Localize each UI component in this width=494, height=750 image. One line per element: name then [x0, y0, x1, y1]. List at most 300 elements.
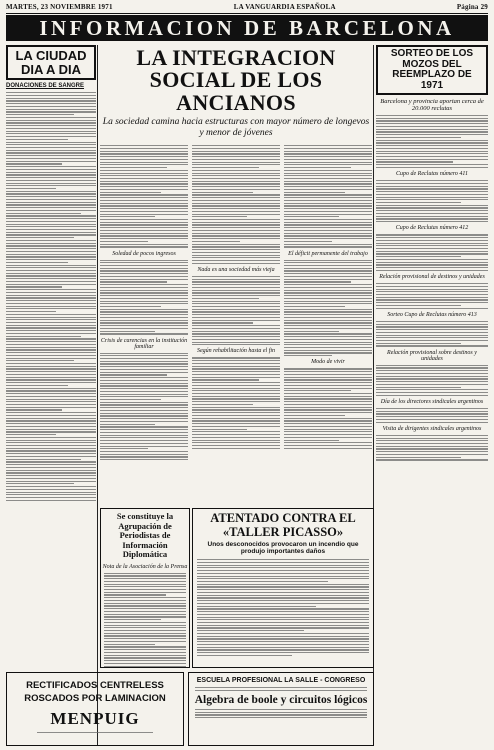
- text-line: [376, 283, 488, 284]
- text-line: [192, 219, 280, 220]
- text-line: [376, 267, 488, 268]
- text-line: [192, 401, 280, 402]
- text-line: [100, 203, 188, 204]
- text-line: [376, 259, 488, 260]
- text-line: [192, 440, 280, 441]
- text-line: [284, 178, 372, 179]
- text-line: [376, 256, 461, 257]
- text-line: [6, 377, 96, 378]
- subsection-heading: Según rehabilitación hasta el fin: [196, 348, 276, 355]
- text-line: [104, 616, 186, 617]
- text-line: [100, 270, 188, 271]
- text-line: [197, 592, 369, 593]
- text-line: [376, 218, 488, 219]
- text-line: [192, 344, 280, 345]
- text-line: [6, 489, 96, 490]
- text-line: [284, 347, 372, 348]
- text-line: [6, 161, 96, 162]
- body-text: [192, 276, 280, 346]
- text-line: [192, 235, 280, 236]
- text-line: [192, 306, 280, 307]
- article-headline: Se constituye la Agrupación de Periodistas de Información Diplomática: [116, 511, 174, 560]
- text-line: [376, 216, 488, 217]
- text-line: [284, 344, 372, 345]
- text-line: [197, 649, 369, 650]
- text-line: [6, 166, 96, 167]
- body-text: [101, 573, 189, 668]
- text-line: [376, 454, 488, 455]
- text-line: [284, 235, 372, 236]
- text-line: [284, 287, 372, 288]
- text-line: [6, 366, 96, 367]
- text-line: [284, 320, 372, 321]
- text-line: [192, 208, 280, 209]
- text-line: [376, 148, 488, 149]
- text-line: [376, 123, 488, 124]
- text-line: [192, 257, 280, 258]
- subsection-heading: Relación provisional sobre destinos y unidades: [387, 349, 477, 362]
- text-line: [284, 208, 372, 209]
- subsection-heading: Día de los directores sindicales argentinos: [380, 398, 484, 405]
- text-line: [197, 570, 369, 571]
- text-line: [192, 339, 280, 340]
- text-line: [376, 270, 488, 271]
- text-line: [376, 180, 488, 181]
- text-line: [6, 459, 81, 460]
- text-line: [100, 317, 188, 318]
- text-line: [6, 251, 96, 252]
- text-line: [6, 193, 96, 194]
- text-line: [100, 407, 188, 408]
- text-line: [104, 581, 186, 582]
- text-line: [284, 355, 332, 356]
- text-line: [284, 227, 372, 228]
- body-text: [376, 321, 488, 347]
- text-line: [284, 244, 372, 245]
- text-line: [192, 423, 280, 424]
- text-line: [192, 434, 280, 435]
- text-line: [104, 611, 186, 612]
- text-line: [100, 197, 188, 198]
- text-line: [192, 290, 280, 291]
- text-line: [6, 461, 96, 462]
- text-line: [192, 328, 280, 329]
- text-line: [6, 420, 96, 421]
- main-article: [100, 45, 372, 505]
- text-line: [192, 333, 280, 334]
- text-line: [6, 196, 96, 197]
- text-line: [6, 163, 62, 164]
- text-line: [100, 451, 188, 452]
- text-line: [100, 322, 188, 323]
- text-line: [376, 378, 488, 379]
- text-line: [6, 472, 96, 473]
- text-line: [376, 291, 488, 292]
- text-line: [284, 246, 372, 247]
- text-line: [6, 295, 96, 296]
- text-line: [192, 431, 280, 432]
- text-line: [6, 275, 96, 276]
- text-line: [100, 162, 188, 163]
- text-line: [284, 322, 372, 323]
- text-line: [197, 617, 369, 618]
- text-line: [284, 377, 372, 378]
- text-line: [104, 605, 186, 606]
- text-line: [284, 192, 345, 193]
- body-text: [192, 145, 280, 264]
- text-line: [192, 374, 280, 375]
- text-line: [284, 194, 372, 195]
- text-line: [192, 301, 280, 302]
- text-line: [100, 164, 188, 165]
- text-line: [197, 581, 328, 582]
- text-line: [192, 222, 280, 223]
- text-line: [192, 368, 280, 369]
- text-line: [104, 663, 186, 664]
- text-line: [192, 252, 280, 253]
- text-line: [6, 437, 96, 438]
- text-line: [6, 344, 96, 345]
- column-rule: [97, 45, 98, 745]
- text-line: [100, 175, 188, 176]
- text-line: [197, 589, 369, 590]
- text-line: [284, 336, 372, 337]
- text-line: [100, 418, 188, 419]
- text-line: [192, 173, 280, 174]
- text-line: [192, 420, 280, 421]
- text-line: [284, 440, 339, 441]
- text-line: [100, 385, 188, 386]
- text-line: [6, 497, 96, 498]
- body-text: [6, 92, 96, 501]
- text-line: [192, 205, 280, 206]
- text-line: [376, 210, 488, 211]
- text-line: [284, 385, 372, 386]
- text-line: [100, 241, 148, 242]
- text-line: [284, 371, 372, 372]
- text-line: [104, 622, 186, 623]
- text-line: [100, 181, 188, 182]
- text-line: [284, 325, 372, 326]
- body-text: [284, 368, 372, 448]
- text-line: [104, 575, 186, 576]
- text-line: [284, 311, 372, 312]
- text-line: [6, 349, 96, 350]
- subsection-heading: El déficit permanente del trabajo: [288, 250, 368, 257]
- text-line: [100, 309, 188, 310]
- text-line: [6, 262, 68, 263]
- text-line: [6, 327, 96, 328]
- text-line: [6, 453, 96, 454]
- text-line: [100, 394, 188, 395]
- column-title: LA CIUDAD DIA A DIA: [6, 45, 96, 80]
- text-line: [376, 191, 488, 192]
- text-line: [284, 219, 372, 220]
- body-text: [100, 260, 188, 335]
- text-line: [100, 192, 161, 193]
- text-line: [100, 311, 188, 312]
- text-line: [197, 573, 369, 574]
- text-line: [104, 657, 186, 658]
- text-line: [6, 254, 96, 255]
- text-line: [284, 270, 372, 271]
- text-line: [6, 311, 56, 312]
- text-line: [6, 385, 68, 386]
- text-line: [100, 235, 188, 236]
- text-line: [6, 273, 96, 274]
- main-headline: LA INTEGRACION SOCIAL DE LOS ANCIANOS: [136, 45, 336, 115]
- text-line: [284, 379, 372, 380]
- text-line: [284, 183, 372, 184]
- text-line: [6, 237, 74, 238]
- text-line: [376, 140, 488, 141]
- text-line: [284, 292, 372, 293]
- text-line: [284, 309, 372, 310]
- text-line: [192, 336, 280, 337]
- text-line: [104, 578, 186, 579]
- text-line: [104, 630, 186, 631]
- text-line: [100, 298, 188, 299]
- text-line: [284, 393, 372, 394]
- text-line: [104, 600, 186, 601]
- text-line: [100, 410, 188, 411]
- article-subheadline: Nota de la Asociación de la Prensa: [102, 563, 188, 570]
- text-line: [6, 440, 96, 441]
- text-line: [284, 415, 345, 416]
- text-line: [100, 246, 188, 247]
- text-line: [6, 218, 96, 219]
- text-line: [6, 486, 96, 487]
- text-line: [192, 342, 280, 343]
- text-line: [284, 216, 339, 217]
- text-line: [192, 211, 280, 212]
- text-line: [6, 248, 96, 249]
- text-line: [6, 429, 96, 430]
- article-column: [284, 142, 372, 462]
- text-line: [6, 152, 96, 153]
- text-line: [376, 321, 488, 322]
- text-line: [192, 263, 280, 264]
- text-line: [376, 234, 488, 235]
- text-line: [376, 443, 488, 444]
- text-line: [192, 415, 280, 416]
- text-line: [192, 197, 280, 198]
- text-line: [284, 396, 372, 397]
- text-line: [6, 448, 96, 449]
- text-line: [104, 641, 186, 642]
- text-line: [100, 183, 188, 184]
- text-line: [284, 301, 372, 302]
- text-line: [100, 303, 188, 304]
- text-line: [104, 589, 186, 590]
- body-text: [284, 145, 372, 247]
- text-line: [197, 630, 304, 631]
- text-line: [6, 122, 96, 123]
- text-line: [197, 638, 369, 639]
- text-line: [104, 614, 186, 615]
- text-line: [192, 194, 280, 195]
- text-line: [197, 614, 369, 615]
- text-line: [284, 159, 372, 160]
- text-line: [284, 298, 372, 299]
- right-column: [376, 45, 488, 745]
- text-line: [284, 418, 372, 419]
- article-column: [100, 142, 188, 462]
- ad-line: ROSCADOS POR LAMINACION: [24, 693, 166, 704]
- text-line: [192, 167, 259, 168]
- text-line: [192, 241, 240, 242]
- text-line: [197, 600, 369, 601]
- text-line: [192, 159, 280, 160]
- text-line: [192, 363, 280, 364]
- text-line: [6, 229, 96, 230]
- text-line: [192, 276, 280, 277]
- text-line: [100, 440, 188, 441]
- text-line: [376, 451, 488, 452]
- text-line: [284, 401, 372, 402]
- text-line: [6, 284, 96, 285]
- text-line: [284, 200, 372, 201]
- text-line: [284, 170, 372, 171]
- text-line: [192, 320, 280, 321]
- text-line: [376, 365, 488, 366]
- text-line: [192, 426, 280, 427]
- text-line: [376, 248, 488, 249]
- text-line: [197, 562, 369, 563]
- text-line: [100, 287, 188, 288]
- text-line: [6, 464, 96, 465]
- text-line: [100, 448, 148, 449]
- text-line: [100, 281, 167, 282]
- agrupacion-article: [100, 508, 190, 668]
- text-line: [6, 234, 96, 235]
- text-line: [100, 314, 188, 315]
- text-line: [197, 655, 292, 656]
- text-line: [100, 265, 188, 266]
- text-line: [284, 407, 372, 408]
- text-line: [100, 194, 188, 195]
- body-text: [376, 408, 488, 423]
- text-line: [192, 385, 280, 386]
- text-line: [100, 295, 188, 296]
- text-line: [192, 284, 280, 285]
- text-line: [284, 156, 372, 157]
- text-line: [284, 186, 372, 187]
- subsection-heading: Nada es una sociedad más vieja: [197, 266, 275, 273]
- body-text: [284, 260, 372, 357]
- text-line: [284, 167, 351, 168]
- text-line: [6, 177, 96, 178]
- text-line: [284, 153, 372, 154]
- text-line: [376, 376, 488, 377]
- body-text: [193, 559, 373, 656]
- text-line: [376, 448, 488, 449]
- text-line: [6, 240, 96, 241]
- text-line: [100, 244, 188, 245]
- text-line: [192, 437, 280, 438]
- text-line: [376, 240, 488, 241]
- text-line: [192, 192, 253, 193]
- text-line: [192, 429, 247, 430]
- text-line: [376, 340, 488, 341]
- text-line: [192, 244, 280, 245]
- text-line: [104, 633, 186, 634]
- text-line: [6, 210, 96, 211]
- menpuig-advertisement: [6, 672, 184, 746]
- text-line: [100, 279, 188, 280]
- text-line: [192, 303, 280, 304]
- text-line: [376, 395, 488, 396]
- text-line: [6, 256, 96, 257]
- text-line: [284, 352, 372, 353]
- text-line: [6, 317, 96, 318]
- text-line: [6, 106, 96, 107]
- text-line: [376, 243, 488, 244]
- text-line: [376, 419, 488, 420]
- text-line: [284, 412, 372, 413]
- text-line: [6, 431, 96, 432]
- text-line: [376, 392, 488, 393]
- text-line: [376, 335, 488, 336]
- text-line: [284, 203, 372, 204]
- text-line: [104, 603, 186, 604]
- subsection-heading: Soledad de pocos ingresos: [112, 250, 176, 257]
- text-line: [376, 416, 488, 417]
- body-text: [376, 180, 488, 222]
- text-line: [100, 369, 188, 370]
- text-line: [6, 478, 96, 479]
- text-line: [6, 139, 68, 140]
- text-line: [100, 273, 188, 274]
- text-line: [284, 148, 372, 149]
- text-line: [192, 279, 280, 280]
- text-line: [197, 597, 369, 598]
- text-line: [284, 262, 372, 263]
- text-line: [6, 183, 96, 184]
- text-line: [6, 131, 96, 132]
- text-line: [284, 368, 372, 369]
- text-line: [192, 181, 280, 182]
- text-line: [192, 317, 280, 318]
- text-line: [104, 660, 186, 661]
- text-line: [100, 426, 188, 427]
- text-line: [376, 289, 488, 290]
- text-line: [284, 448, 372, 449]
- text-line: [6, 314, 96, 315]
- text-line: [197, 586, 369, 587]
- text-line: [104, 635, 186, 636]
- text-line: [284, 388, 372, 389]
- text-line: [192, 409, 280, 410]
- text-line: [104, 666, 186, 667]
- text-line: [192, 255, 280, 256]
- text-line: [197, 567, 369, 568]
- text-line: [6, 483, 74, 484]
- text-line: [6, 289, 96, 290]
- text-line: [6, 259, 96, 260]
- text-line: [100, 459, 188, 460]
- text-line: [104, 649, 186, 650]
- text-line: [284, 317, 372, 318]
- text-line: [192, 292, 280, 293]
- text-line: [100, 454, 188, 455]
- text-line: [376, 381, 488, 382]
- text-line: [104, 627, 186, 628]
- text-line: [100, 399, 161, 400]
- text-line: [376, 164, 488, 165]
- text-line: [197, 625, 369, 626]
- text-line: [376, 294, 488, 295]
